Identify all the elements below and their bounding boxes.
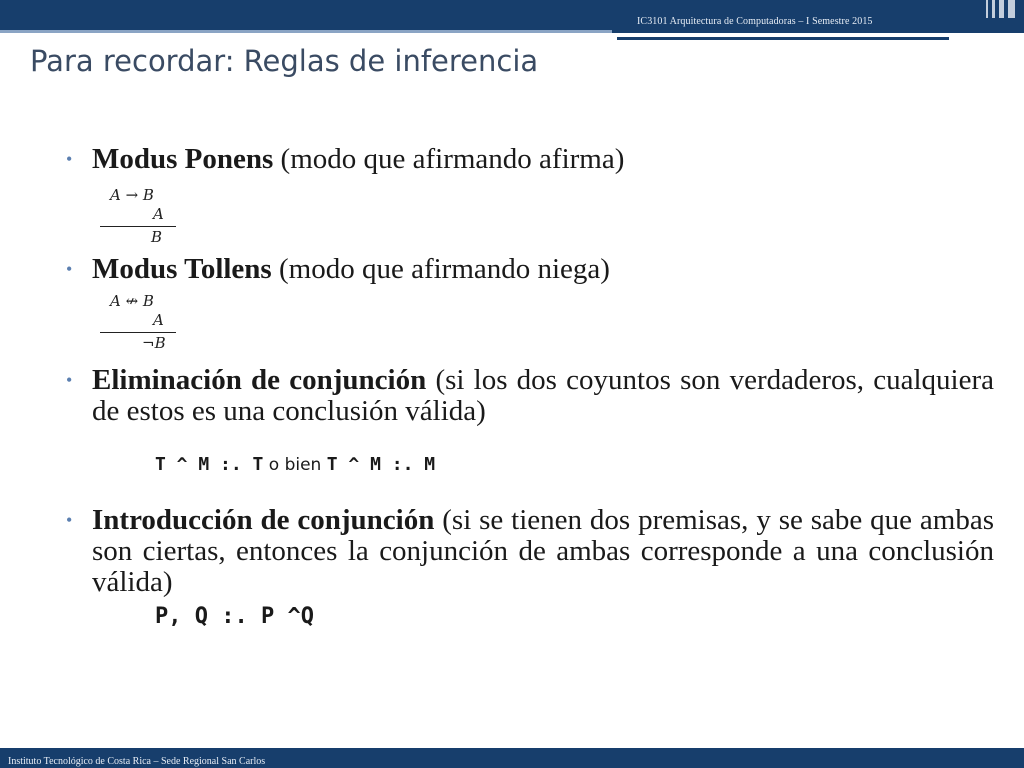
example-elimination [155,450,435,476]
formula-conclusion: ¬B [142,334,166,352]
bullet-desc: (modo que afirmando niega) [278,253,610,285]
formula-rule-line [100,332,176,333]
formula-rule-line [100,226,176,227]
formula-premise-2: A [153,205,164,223]
bullet-desc: (modo que afirmando afirma) [280,143,625,175]
slide-title: Para recordar: Reglas de inferencia [30,44,539,78]
bullet-term: Modus Tollens [92,253,272,285]
bullet-desc: (si se tienen dos premisas, y se sabe que ambas son ciertas, entonces la conjunción de ambas corresponde a una conclusión válida) [92,504,995,598]
bullet-dot: • [66,510,73,530]
example-introduction-text: P, Q :. P ^Q [155,604,314,629]
stripe [986,0,988,18]
footer-institution: Instituto Tecnológico de Costa Rica – Sede Regional San Carlos [8,756,266,767]
formula-premise-2: A [153,311,164,329]
bullet-dot: • [66,149,73,169]
example-left: T ^ M :. T [155,454,264,475]
stripe [992,0,995,18]
bullet-term: Introducción de conjunción [92,504,435,536]
header-underline [617,37,949,40]
example-connector: o bien [263,455,327,475]
course-header: IC3101 Arquitectura de Computadoras – I Semestre 2015 [637,16,873,27]
example-introduction [155,603,314,629]
bullet-dot: • [66,370,73,390]
top-bar-accent [0,30,612,33]
bullet-term: Modus Ponens [92,143,274,175]
stripe [1008,0,1015,18]
bullet-desc: (si los dos coyuntos son verdaderos, cualquiera de estos es una conclusión válida) [92,364,994,427]
decorative-stripes [984,0,1024,18]
example-right: T ^ M :. M [326,454,436,475]
formula-premise-1: A ↮ B [110,292,154,310]
formula-premise-1: A → B [110,186,154,204]
bullet-dot: • [66,259,73,279]
bullet-term: Eliminación de conjunción [92,364,427,396]
stripe [999,0,1004,18]
formula-conclusion: B [151,228,163,246]
